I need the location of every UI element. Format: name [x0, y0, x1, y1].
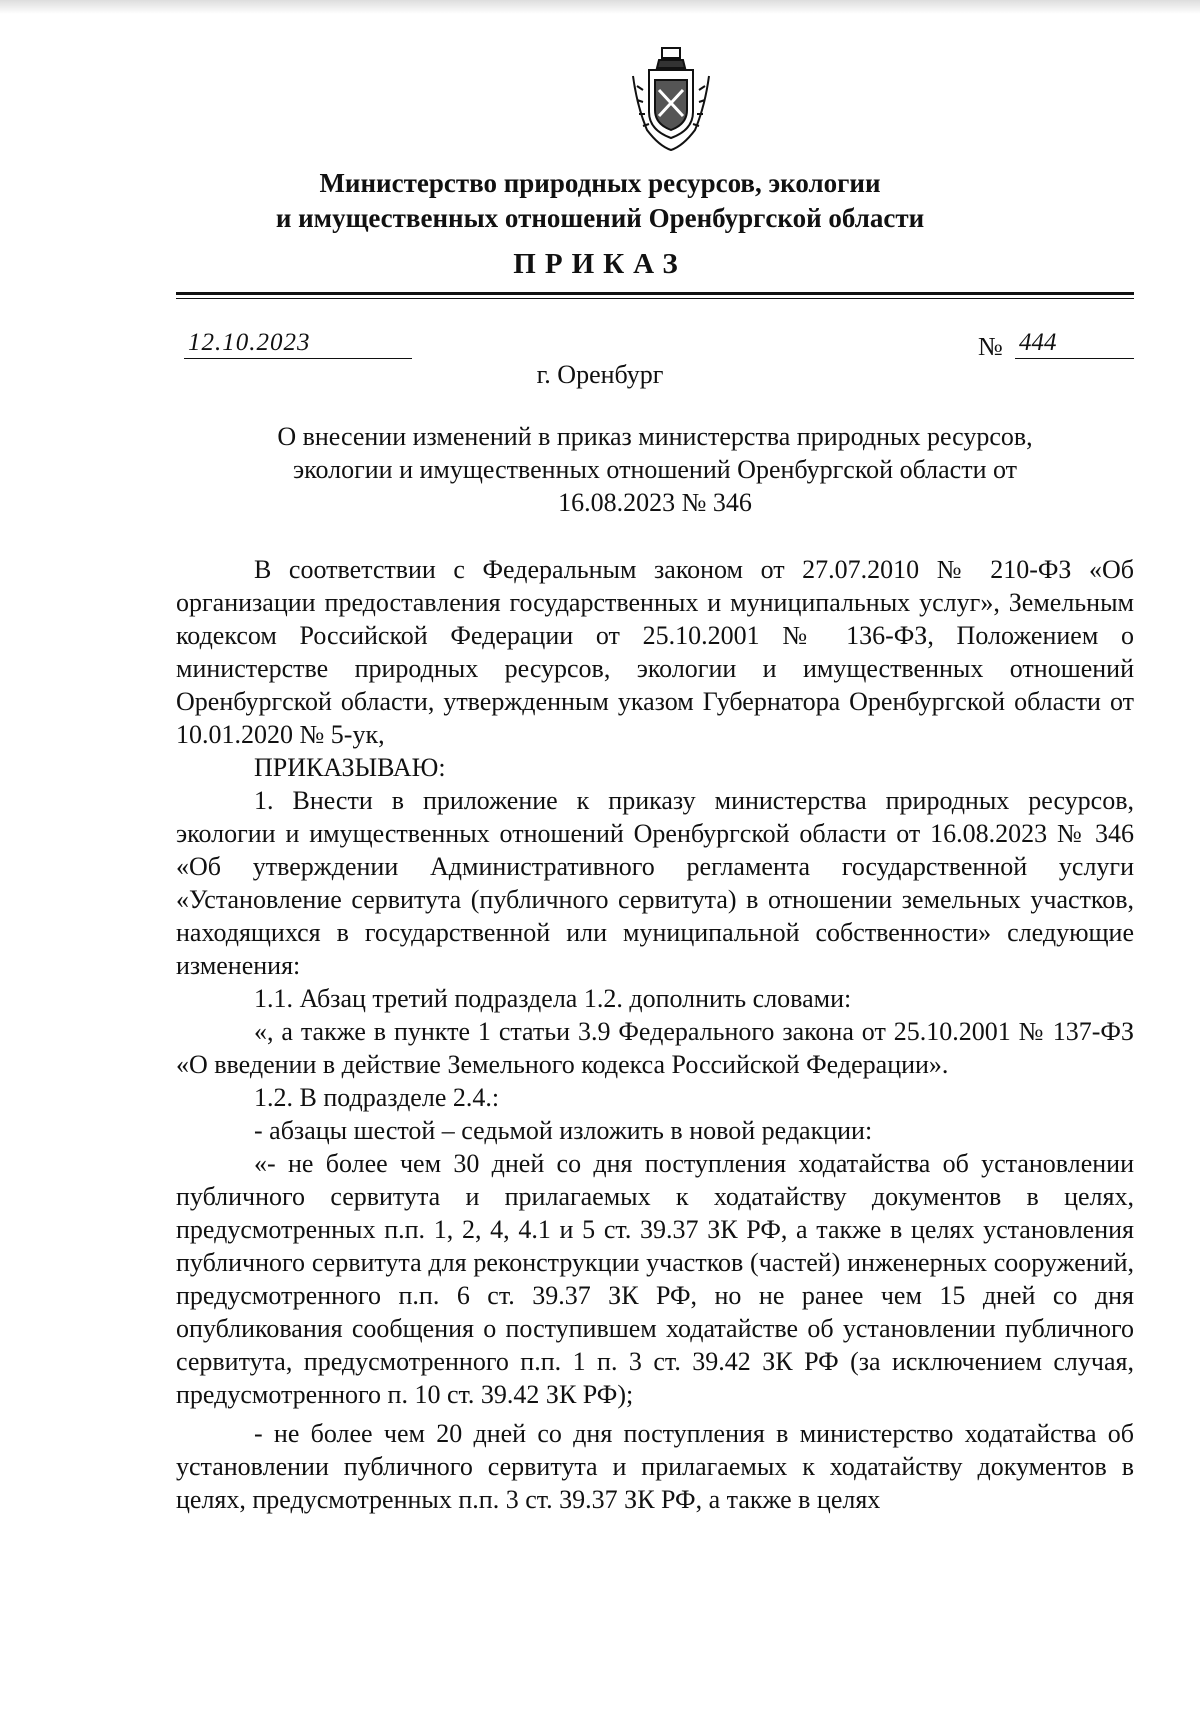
city: г. Оренбург [536, 360, 664, 389]
header-rule-thin [176, 298, 1134, 299]
order-word: ПРИКАЗЫВАЮ: [254, 753, 446, 782]
subject-line3: 16.08.2023 № 346 [558, 488, 752, 517]
subject-line1: О внесении изменений в приказ министерства природных ресурсов, [277, 422, 1033, 451]
item-1-paragraph: 1. Внести в приложение к приказу министерства природных ресурсов, экологии и имущественных отношений Оренбургской области от 16.08.2023 № 346 «Об утверждении Административного регламента государственной услуги «Установление сервитута (публичного сервитута) в отношении земельных участков, находящихся в государственной или муниципальной собственности» следующие изменения: [176, 786, 1134, 980]
ministry-name [0, 166, 1200, 236]
document-number: 444 [1015, 328, 1134, 359]
header-rule-thick [176, 292, 1134, 295]
coat-of-arms-emblem [629, 46, 713, 154]
item-1-2-paragraph: 1.2. В подразделе 2.4.: [254, 1083, 500, 1112]
item-1-2-intro-paragraph: - абзацы шестой – седьмой изложить в новой редакции: [254, 1116, 873, 1145]
document-subject [176, 420, 1134, 519]
item-1-1-text-paragraph: «, а также в пункте 1 статьи 3.9 Федерального закона от 25.10.2001 № 137-ФЗ «О введении в действие Земельного кодекса Российской Федерации». [176, 1017, 1134, 1079]
item-1-2-para2: - не более чем 20 дней со дня поступления в министерство ходатайства об установлении публичного сервитута и прилагаемых к ходатайству документов в целях, предусмотренных п.п. 3 ст. 39.37 ЗК РФ, а также в целях [176, 1419, 1134, 1514]
ministry-name-line1: Министерство природных ресурсов, экологии [319, 168, 881, 198]
scan-edge [0, 0, 1200, 14]
document-body [176, 553, 1134, 1516]
number-label: № [978, 332, 1003, 361]
ministry-name-line2: и имущественных отношений Оренбургской области [275, 203, 925, 233]
item-1-2-para1: «- не более чем 30 дней со дня поступления ходатайства об установлении публичного сервитута и прилагаемых к ходатайству документов в целях, предусмотренных п.п. 1, 2, 4, 4.1 и 5 ст. 39.37 ЗК РФ, а также в целях установления публичного сервитута для реконструкции участков (частей) инженерных сооружений, предусмотренного п.п. 6 ст. 39.37 ЗК РФ, но не ранее чем 15 дней со дня опубликования сообщения о поступившем ходатайстве об установлении публичного сервитута, предусмотренного п.п. 1 п. 3 ст. 39.42 ЗК РФ (за исключением случая, предусмотренного п. 10 ст. 39.42 ЗК РФ); [176, 1149, 1134, 1409]
item-1-1-paragraph: 1.1. Абзац третий подраздела 1.2. дополнить словами: [254, 984, 852, 1013]
document-date: 12.10.2023 [184, 328, 412, 359]
document-type-title: ПРИКАЗ [513, 248, 687, 280]
subject-line2: экологии и имущественных отношений Оренбургской области от [292, 455, 1017, 484]
preamble-paragraph: В соответствии с Федеральным законом от 27.07.2010 № 210-ФЗ «Об организации предоставления государственных и муниципальных услуг», Земельным кодексом Российской Федерации от 25.10.2001 № 136-ФЗ, Положением о министерстве природных ресурсов, экологии и имущественных отношений Оренбургской области, утвержденным указом Губернатора Оренбургской области от 10.01.2020 № 5-ук, [176, 555, 1134, 749]
